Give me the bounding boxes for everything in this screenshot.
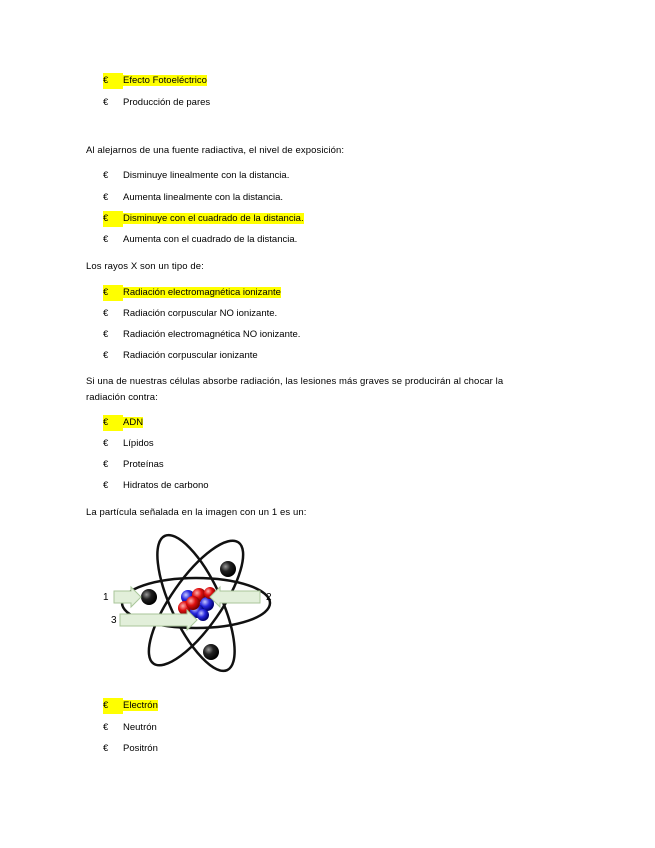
bullet: € xyxy=(103,743,109,754)
bullet: € xyxy=(103,415,123,431)
question-4: La partícula señalada en la imagen con un 1 es un: xyxy=(86,507,307,518)
q3-option-2[interactable] xyxy=(103,436,154,452)
q2-option-1[interactable] xyxy=(103,285,281,301)
arrow-2 xyxy=(210,587,272,607)
bullet: € xyxy=(103,234,109,245)
option-text: Efecto Fotoeléctrico xyxy=(123,75,207,86)
option-text: Aumenta linealmente con la distancia. xyxy=(123,192,284,203)
q1-option-3[interactable] xyxy=(103,211,304,227)
figure-label: 1 xyxy=(103,592,109,603)
option-text: Disminuye linealmente con la distancia. xyxy=(123,170,290,181)
q1-option-2[interactable] xyxy=(103,190,283,206)
bullet: € xyxy=(103,97,109,108)
option-text: Radiación electromagnética NO ionizante. xyxy=(123,329,301,340)
question-2: Los rayos X son un tipo de: xyxy=(86,261,204,272)
bullet: € xyxy=(103,350,109,361)
bullet: € xyxy=(103,459,109,470)
q2-option-3[interactable] xyxy=(103,327,300,343)
bullet: € xyxy=(103,211,123,227)
option-text: Radiación corpuscular ionizante xyxy=(123,350,258,361)
option-text: Producción de pares xyxy=(123,97,211,108)
neutron xyxy=(197,609,209,621)
q4-option-1[interactable] xyxy=(103,698,158,714)
bullet: € xyxy=(103,438,109,449)
option-text: Aumenta con el cuadrado de la distancia. xyxy=(123,234,298,245)
option-text: Proteínas xyxy=(123,459,164,470)
figure-label: 3 xyxy=(111,615,117,626)
option-text: Neutrón xyxy=(123,722,157,733)
q4-option-3[interactable] xyxy=(103,741,158,757)
bullet: € xyxy=(103,480,109,491)
option-text: Radiación corpuscular NO ionizante. xyxy=(123,308,278,319)
bullet: € xyxy=(103,329,109,340)
electron xyxy=(220,561,236,577)
figure-label: 2 xyxy=(266,592,272,603)
arrow-shape xyxy=(210,587,260,607)
electron xyxy=(203,644,219,660)
q1-option-1[interactable] xyxy=(103,168,289,184)
q2-option-2[interactable] xyxy=(103,306,277,322)
bullet: € xyxy=(103,698,123,714)
bullet: € xyxy=(103,73,123,89)
q0-option-1[interactable] xyxy=(103,73,207,89)
q3-option-3[interactable] xyxy=(103,457,164,473)
option-text: Lípidos xyxy=(123,438,154,449)
q3-option-1[interactable] xyxy=(103,415,143,431)
q3-option-4[interactable] xyxy=(103,478,209,494)
electron xyxy=(141,589,157,605)
option-text: Electrón xyxy=(123,700,158,711)
proton xyxy=(186,596,200,610)
question-3: Si una de nuestras células absorbe radiación, las lesiones más graves se producirán al chocar la radiación contra: xyxy=(86,376,504,403)
q4-option-2[interactable] xyxy=(103,720,157,736)
option-text: Radiación electromagnética ionizante xyxy=(123,287,281,298)
arrow-shape xyxy=(114,587,141,607)
question-1: Al alejarnos de una fuente radiactiva, el nivel de exposición: xyxy=(86,145,345,156)
q2-option-4[interactable] xyxy=(103,348,258,364)
option-text: ADN xyxy=(123,417,144,428)
bullet: € xyxy=(103,308,109,319)
option-text: Hidratos de carbono xyxy=(123,480,209,491)
option-text: Positrón xyxy=(123,743,158,754)
bullet: € xyxy=(103,722,109,733)
option-text: Disminuye con el cuadrado de la distancia. xyxy=(123,213,304,224)
atom-figure xyxy=(100,525,280,675)
bullet: € xyxy=(103,285,123,301)
bullet: € xyxy=(103,170,109,181)
bullet: € xyxy=(103,192,109,203)
q1-option-4[interactable] xyxy=(103,232,297,248)
q0-option-2[interactable] xyxy=(103,95,210,111)
